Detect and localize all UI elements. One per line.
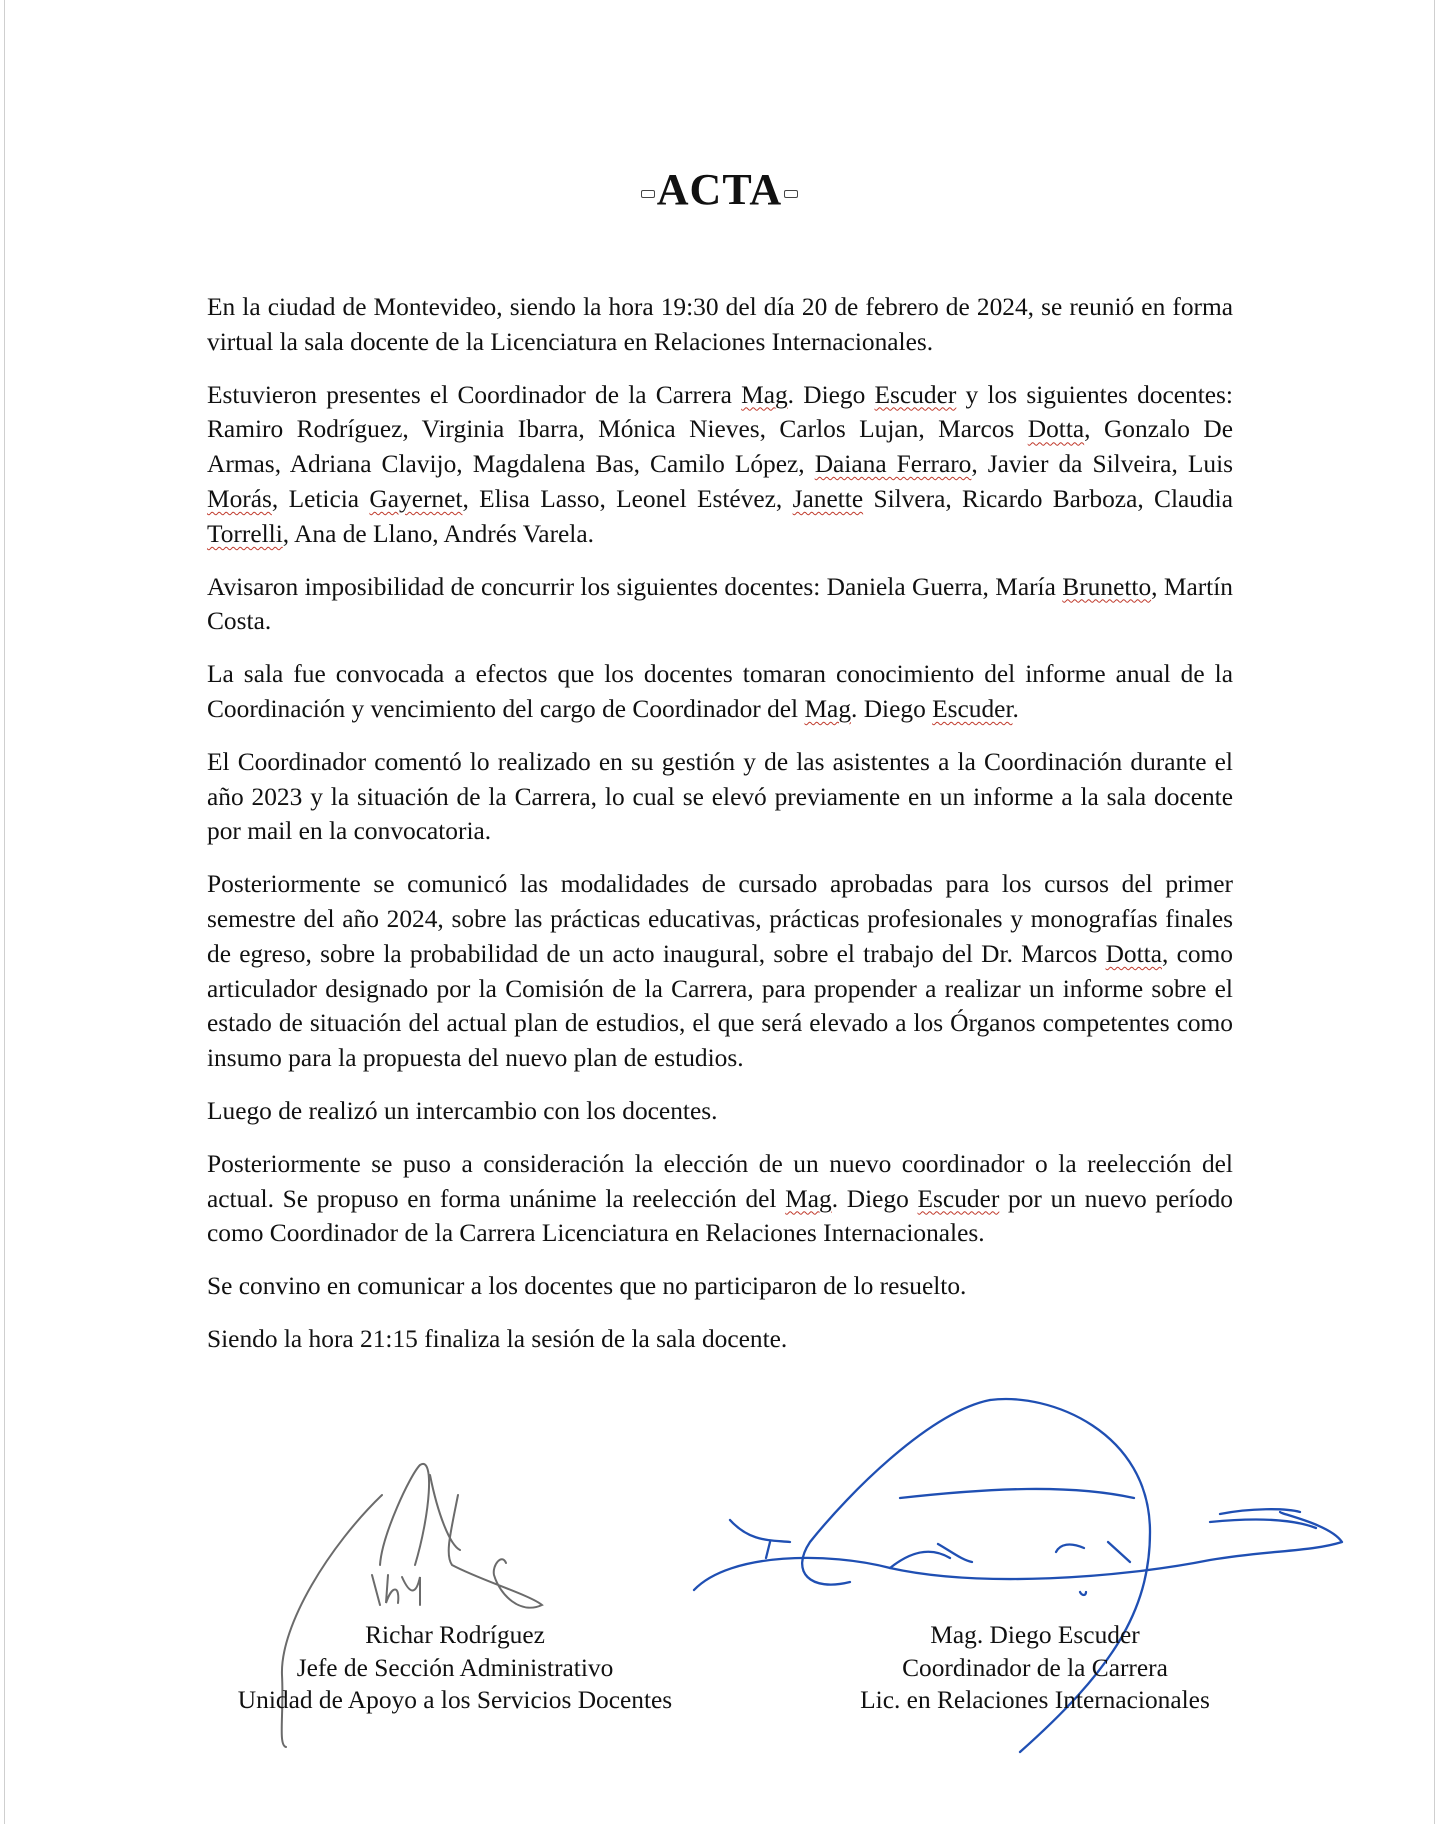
text-run: , Javier da Silveira, Luis	[971, 450, 1233, 479]
flagged-word: Torrelli	[207, 519, 283, 548]
document-title	[0, 164, 1439, 215]
text-run: Posteriormente se comunicó las modalidades de cursado aprobadas para los cursos del primer semestre del año 2024, sobre las prácticas educativas, prácticas profesionales y monografías finales de egreso, sobre la probabilidad de un acto inaugural, sobre el trabajo del Dr. Marcos	[207, 870, 1233, 968]
flagged-word: Escuder	[874, 380, 957, 409]
text-run: . Diego	[787, 380, 875, 409]
flagged-word: Mag	[804, 694, 852, 723]
paragraph	[207, 1147, 1233, 1251]
document-body	[207, 290, 1233, 1375]
flagged-word: Escuder	[932, 694, 1013, 723]
signer-unit: Lic. en Relaciones Internacionales	[860, 1686, 1210, 1714]
paragraph	[207, 745, 1233, 849]
paragraph	[207, 570, 1233, 640]
text-run: La sala fue convocada a efectos que los docentes tomaran conocimiento del informe anual de la Coordinación y vencimiento del cargo de Coordinador del	[207, 660, 1233, 723]
paragraph	[207, 867, 1233, 1076]
text-run: por un nuevo período como Coordinador de la Carrera Licenciatura en Relaciones Internacionales.	[207, 1184, 1233, 1248]
text-run: y los siguientes docentes: Ramiro Rodríguez, Virginia Ibarra, Mónica Nieves, Carlos Lujan, Marcos	[207, 380, 1233, 444]
text-run: , Elisa Lasso, Leonel Estévez,	[462, 484, 793, 513]
paragraph	[207, 1269, 1233, 1304]
signature-block-right	[815, 1619, 1255, 1717]
text-run: Se convino en comunicar a los docentes que no participaron de lo resuelto.	[207, 1272, 967, 1301]
text-run: En la ciudad de Montevideo, siendo la hora 19:30 del día 20 de febrero de 2024, se reunió en forma virtual la sala docente de la Licenciatura en Relaciones Internacionales.	[207, 293, 1233, 356]
text-run: Avisaron imposibilidad de concurrir los siguientes docentes: Daniela Guerra, María	[207, 572, 1063, 601]
text-run: . Diego	[851, 694, 933, 723]
signer-role: Coordinador de la Carrera	[902, 1653, 1168, 1682]
field-marker-icon	[641, 190, 655, 198]
text-run: , como articulador designado por la Comisión de la Carrera, para propender a realizar un informe sobre el estado de situación del actual plan de estudios, el que será elevado a los Órganos competentes como insumo para la propuesta del nuevo plan de estudios.	[207, 939, 1233, 1073]
title-text: ACTA	[656, 165, 783, 214]
signature-block-left	[200, 1619, 710, 1717]
flagged-word: Mag	[741, 380, 788, 409]
flagged-word: Gayernet	[369, 484, 463, 513]
text-run: Estuvieron presentes el Coordinador de la Carrera	[207, 380, 742, 409]
flagged-word: Janette	[792, 484, 864, 513]
paragraph	[207, 290, 1233, 360]
text-run: . Diego	[831, 1184, 918, 1213]
flagged-word: Dotta	[1027, 415, 1085, 444]
flagged-word: Morás	[207, 484, 272, 513]
text-run: , Leticia	[271, 484, 370, 513]
text-run: , Gonzalo De Armas, Adriana Clavijo, Magdalena Bas, Camilo López,	[207, 415, 1233, 479]
text-run: Siendo la hora 21:15 finaliza la sesión de la sala docente.	[207, 1324, 788, 1353]
text-run: Luego de realizó un intercambio con los docentes.	[207, 1096, 718, 1125]
text-run: , Martín Costa.	[207, 572, 1233, 636]
flagged-word: Brunetto	[1062, 572, 1152, 601]
flagged-word: Dotta	[1105, 939, 1162, 968]
text-run: Posteriormente se puso a consideración la elección de un nuevo coordinador o la reelección del actual. Se propuso en forma unánime la reelección del	[207, 1149, 1233, 1213]
flagged-word: Escuder	[917, 1184, 1000, 1213]
paragraph	[207, 378, 1233, 552]
text-run: , Ana de Llano, Andrés Varela.	[282, 519, 594, 548]
text-run: El Coordinador comentó lo realizado en su gestión y de las asistentes a la Coordinación durante el año 2023 y la situación de la Carrera, lo cual se elevó previamente en un informe a la sala docente por mail en la convocatoria.	[207, 747, 1233, 846]
signer-role: Jefe de Sección Administrativo	[296, 1653, 614, 1682]
flagged-word: Daiana Ferraro	[814, 450, 972, 479]
text-run: Silvera, Ricardo Barboza, Claudia	[863, 484, 1233, 513]
paragraph	[207, 657, 1233, 727]
paragraph	[207, 1094, 1233, 1129]
field-marker-icon	[784, 190, 798, 198]
signer-name: Mag. Diego Escuder	[930, 1621, 1140, 1649]
signer-unit: Unidad de Apoyo a los Servicios Docentes	[237, 1686, 673, 1714]
paragraph	[207, 1322, 1233, 1357]
text-run: .	[1012, 694, 1019, 723]
signer-name: Richar Rodríguez	[365, 1621, 545, 1649]
flagged-word: Mag	[785, 1184, 832, 1213]
